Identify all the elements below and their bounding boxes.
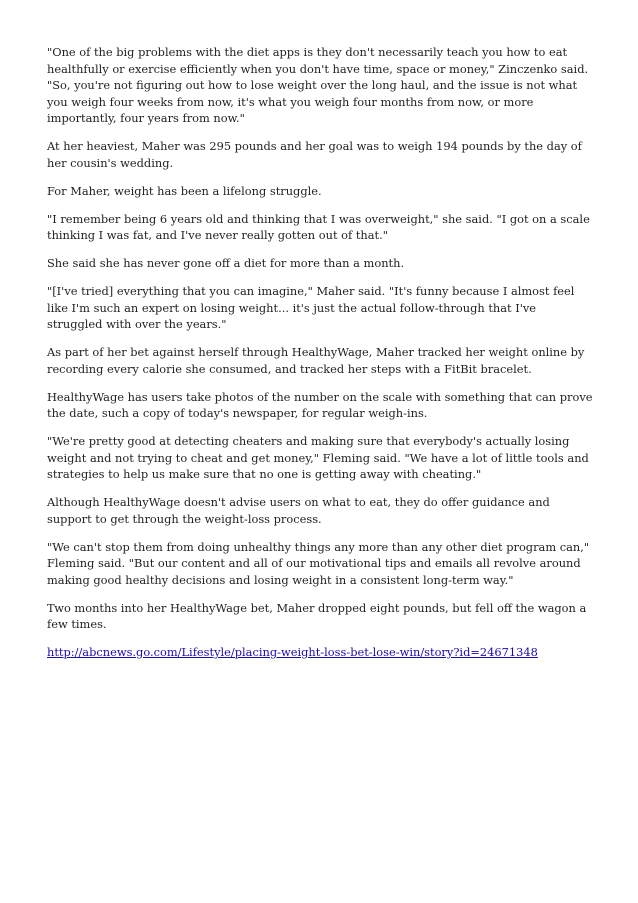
paragraph-photos-scale: HealthyWage has users take photos of the number on the scale with something that can prove the date, such a copy of today's newspaper, for regular weigh-ins. bbox=[47, 389, 593, 420]
paragraph-guidance-support: Although HealthyWage doesn't advise users on what to eat, they do offer guidance and support to get through the weight-loss process. bbox=[47, 495, 550, 526]
paragraph-detecting-cheaters: "We're pretty good at detecting cheaters and making sure that everybody's actually losing weight and not trying to cheat and get money," Fleming said. "We have a lot of little tools and strategies to help us make sure that no one is getting away with cheating." bbox=[47, 434, 589, 481]
paragraph-two-months: Two months into her HealthyWage bet, Maher dropped eight pounds, but fell off the wagon a few times. bbox=[47, 600, 587, 631]
paragraph-unhealthy-things: "We can't stop them from doing unhealthy things any more than any other diet program can," Fleming said. "But our content and all of our motivational tips and emails all revolve around making good healthy decisions and losing weight in a consistent long-term way." bbox=[47, 539, 590, 587]
paragraph-lifelong-struggle: For Maher, weight has been a lifelong struggle. bbox=[47, 183, 322, 198]
paragraph-zinczenko-quote: "One of the big problems with the diet apps is they don't necessarily teach you how to eat healthfully or exercise efficiently when you don't have time, space or money," Zinczenko said. "So, you're not figuring out how to lose weight over the long haul, and the issue is not what you weigh four weeks from now, it's what you weigh four months from now, or more importantly, four years from now." bbox=[47, 45, 589, 125]
paragraph-tracked-weight: As part of her bet against herself through HealthyWage, Maher tracked her weight online by recording every calorie she consumed, and tracked her steps with a FitBit bracelet. bbox=[47, 345, 585, 376]
paragraph-diet-month: She said she has never gone off a diet for more than a month. bbox=[47, 256, 405, 270]
source-link[interactable]: http://abcnews.go.com/Lifestyle/placing-weight-loss-bet-lose-win/story?id=24671348 bbox=[47, 645, 538, 659]
paragraph-tried-everything: "[I've tried] everything that you can imagine," Maher said. "It's funny because I almost feel like I'm such an expert on losing weight... it's just the actual follow-through that I've struggled with over the years." bbox=[47, 284, 575, 331]
source-link-paragraph bbox=[47, 644, 595, 661]
document-page bbox=[47, 44, 595, 672]
paragraph-six-years-old: "I remember being 6 years old and thinking that I was overweight," she said. "I got on a scale thinking I was fat, and I've never really gotten out of that." bbox=[47, 211, 590, 242]
paragraph-heaviest-weight: At her heaviest, Maher was 295 pounds and her goal was to weigh 194 pounds by the day of her cousin's wedding. bbox=[47, 139, 582, 170]
